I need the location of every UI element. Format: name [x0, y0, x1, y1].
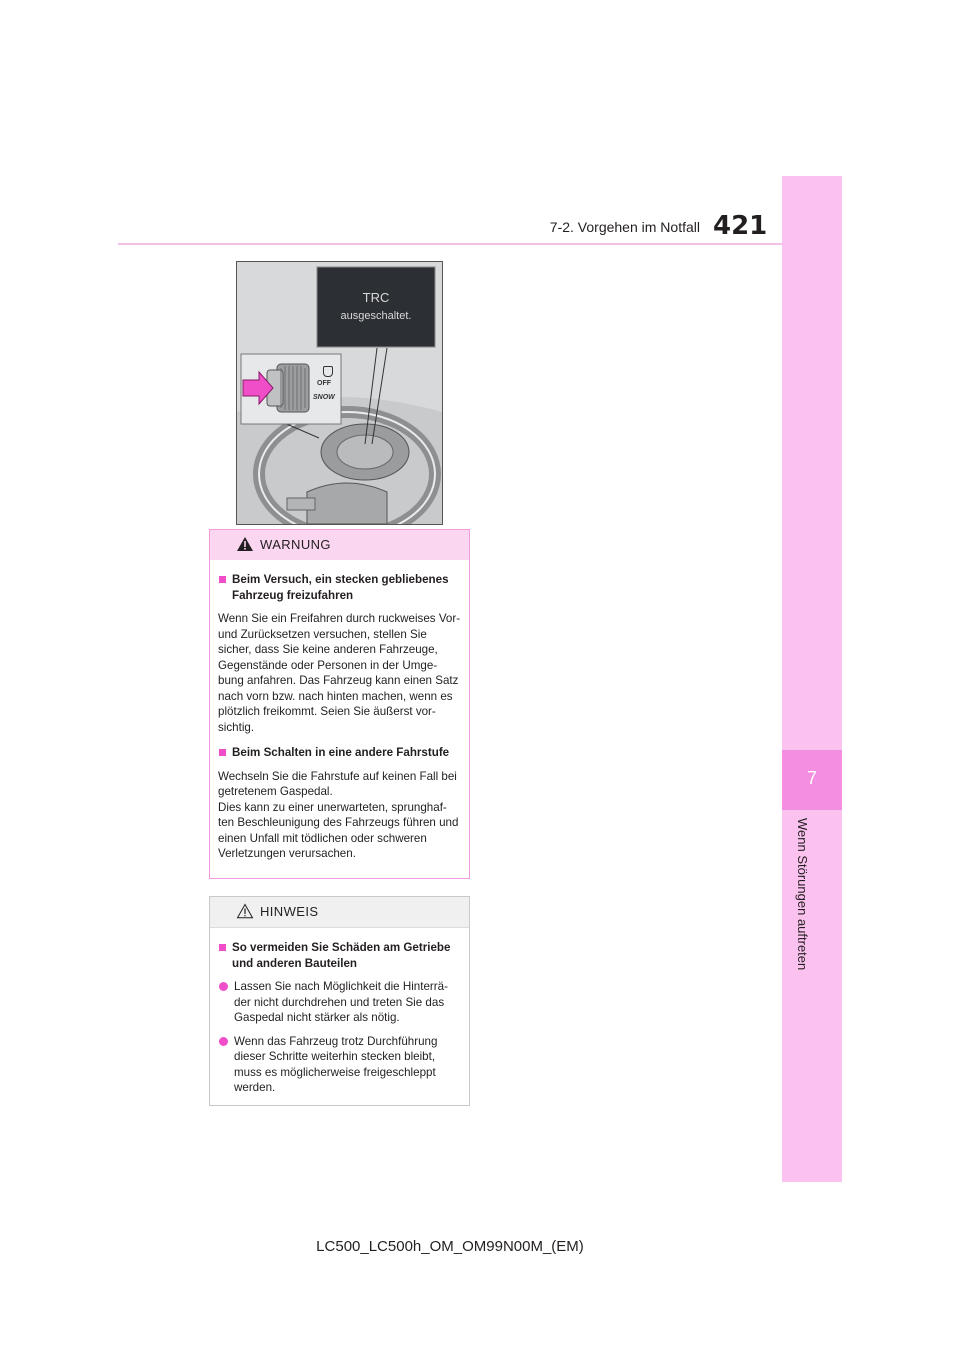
round-bullet-icon [219, 1037, 228, 1046]
warning-item-1-title: Beim Versuch, ein stecken gebliebenes Fahrzeug freizufahren [218, 572, 461, 603]
warning-item-1-text: Wenn Sie ein Freifahren durch ruckweises Vor- und Zurücksetzen versuchen, stellen Sie sicher, dass Sie keine anderen Fahrzeuge, Gegenstände oder Personen in der Umge-bung anfahren. Das Fahrzeug kann einen Satz nach vorn bzw. nach hinten machen, wenn es plötzlich freikommt. Seien Sie äußerst vor-sichtig. [218, 612, 461, 734]
notice-body [210, 928, 469, 1096]
display-line-1: TRC [362, 290, 390, 305]
switch-snow-label: SNOW [313, 394, 335, 401]
warning-heading: WARNUNG [260, 537, 331, 552]
warning-box [209, 529, 470, 879]
footer-doc-id: LC500_LC500h_OM_OM99N00M_(EM) [316, 1238, 584, 1255]
notice-bullet-2: Wenn das Fahrzeug trotz Durchführung dieser Schritte weiterhin stecken bleibt, muss es möglicherweise freigeschleppt werden. [218, 1034, 461, 1096]
switch-off-label: OFF [317, 380, 331, 387]
chapter-number: 7 [806, 768, 817, 788]
notice-bullet-1: Lassen Sie nach Möglichkeit die Hinterrä-der nicht durchdrehen und treten Sie das Gaspedal nicht stärker als nötig. [218, 979, 461, 1026]
warning-item-2-text-2: Dies kann zu einer unerwarteten, sprunghaf-ten Beschleunigung des Fahrzeugs führen und einen Unfall mit tödlichen oder schweren Verletzungen verursachen. [218, 800, 459, 860]
notice-header [210, 897, 469, 928]
section-title: 7-2. Vorgehen im Notfall [549, 219, 700, 235]
display-line-2: ausgeschaltet. [340, 310, 412, 322]
square-bullet-icon [219, 944, 226, 951]
square-bullet-icon [219, 749, 226, 756]
warning-item-2-title: Beim Schalten in eine andere Fahrstufe [218, 745, 461, 761]
warning-body [210, 560, 469, 862]
warning-triangle-icon [236, 536, 254, 552]
warning-header [210, 530, 469, 560]
chapter-tab[interactable] [782, 750, 842, 810]
round-bullet-icon [219, 982, 228, 991]
trc-switch-illustration [236, 261, 443, 525]
trc-icon [323, 366, 333, 377]
notice-box [209, 896, 470, 1106]
square-bullet-icon [219, 576, 226, 583]
header-rule [118, 243, 782, 245]
notice-triangle-icon [236, 903, 254, 919]
page-number: 421 [713, 211, 768, 241]
chapter-title: Wenn Störungen auftreten [795, 818, 810, 971]
notice-heading: HINWEIS [260, 904, 319, 919]
warning-item-2-text-1: Wechseln Sie die Fahrstufe auf keinen Fall bei getretenem Gaspedal. [218, 769, 457, 798]
notice-item-title: So vermeiden Sie Schäden am Getriebe und anderen Bauteilen [218, 940, 461, 971]
